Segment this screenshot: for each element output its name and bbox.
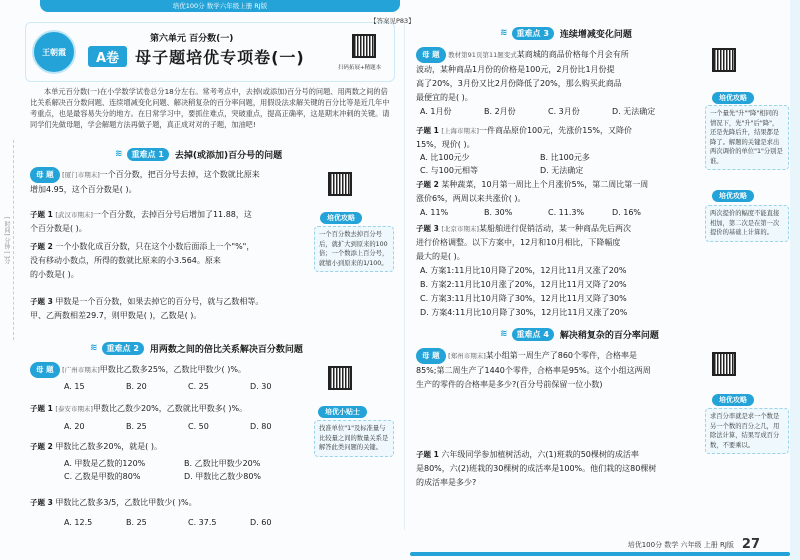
tip-1-box: 一个百分数去掉百分号后，就扩大到原来的100倍；一个数添上百分号，就缩小到原来的1/100。 bbox=[314, 226, 394, 272]
tip-4-heading: 培优攻略 bbox=[712, 394, 754, 406]
s1-child-3: 子题 3 甲数是一个百分数，如果去掉它的百分号，就与乙数相等。 甲、乙两数相差29.7，则甲数是( )，乙数是( )。 bbox=[30, 297, 264, 320]
qr-code-icon[interactable] bbox=[352, 34, 376, 58]
s3-child-2-options: A. 11% B. 30% C. 11.3% D. 16% bbox=[420, 208, 642, 217]
intro-paragraph: 本单元百分数(一)在小学数学试卷总分18分左右。常考考点中，去掉(或添加)百分号的问题、用两数之间的倍比关系解决百分数问题、连续增减变化问题、解决稍复杂的百分率问题，用假设法求解关键的百分比等是近几年中考重点，也是最容易失分的地方。在日常学习中，要抓住难点，突破重点，提高正确率，这是期末冲刺的关键。请同学们先做母题，学会解题方法再做子题，真正成对对的子题，加油吧! bbox=[30, 87, 390, 129]
unit-title: 第六单元 百分数(一) bbox=[150, 34, 234, 44]
page-title: 母子题培优专项卷(一) bbox=[135, 47, 305, 67]
s2-child-1: 子题 1 [泰安市期末]甲数比乙数少20%，乙数就比甲数多( )%。 bbox=[30, 404, 248, 413]
s3-mother-question: 母 题 教材第91页第11题变式某商城的商品价格每个月会有所 波动，某种商品1月份的价格是100元，2月份比1月份提 高了20%，3月份又比2月份降低了20%，那么购买此商品 最便宜的是( )。 bbox=[416, 47, 696, 105]
top-banner: 培优100分 数学六年级上册 RJ版 bbox=[40, 0, 400, 12]
s3-child-1: 子题 1 [上海市期末]一件商品原价100元，先涨价15%，又降价 15%，现价( )。 bbox=[416, 126, 633, 149]
brand-logo: 王朝霞 bbox=[32, 30, 76, 74]
section-3-title: 连续增减变化问题 bbox=[559, 29, 632, 40]
column-divider bbox=[404, 20, 405, 530]
tip-2-box: 找准单位"1"及标准量与比较量之间的数量关系是解答此类问题的关键。 bbox=[314, 420, 394, 457]
qr-code-icon[interactable] bbox=[328, 172, 352, 196]
s2-child-3-options: A. 12.5 B. 25 C. 37.5 D. 60 bbox=[64, 518, 272, 527]
tip-2-heading: 培优小贴士 bbox=[318, 406, 367, 418]
qr-code-icon[interactable] bbox=[712, 352, 736, 376]
page-footer bbox=[628, 537, 760, 552]
s3-child-3-options: A. 方案1:11月比10月降了20%，12月比11月又涨了20% B. 方案2:11月比10月涨了20%，12月比11月又降了20% C. 方案3:11月比10月降了30%，12月比11月又降了30% D. 方案4:11月比10月降了30%，12月比11月又涨了20% bbox=[420, 266, 628, 317]
tip-4-box: 求百分率就是求一个数是另一个数的百分之几，用除法计算，结果写成百分数，不要乘以。 bbox=[705, 408, 789, 454]
section-2-heading bbox=[90, 340, 303, 356]
s3-child-3: 子题 3 [北京市期末]某船舶进行促销活动，某一种商品先后两次 进行价格调整。以下方案中，12月和10月相比，下降幅度 最大的是( )。 bbox=[416, 224, 631, 261]
answer-tag: 【答案见P83】 bbox=[370, 17, 415, 25]
section-3-heading bbox=[500, 25, 632, 41]
s2-child-2: 子题 2 甲数比乙数多20%，就是( )。 bbox=[30, 442, 162, 451]
page-title-row bbox=[88, 45, 305, 67]
s2-child-1-options: A. 20 B. 25 C. 50 D. 80 bbox=[64, 422, 272, 431]
wave-icon: ≋ bbox=[115, 149, 123, 159]
section-2-label: 重难点 2 bbox=[102, 342, 144, 355]
qr-caption: 扫码拓展+精题本 bbox=[338, 65, 382, 71]
s2-mother-options: A. 15 B. 20 C. 25 D. 30 bbox=[64, 382, 272, 391]
section-4-label: 重难点 4 bbox=[512, 328, 554, 341]
mother-label: 母 题 bbox=[30, 167, 60, 183]
s2-child-2-options: A. 甲数是乙数的120% B. 乙数比甲数少20% C. 乙数是甲数的80% D. 甲数比乙数少80% bbox=[64, 459, 262, 481]
tip-3b-box: 两次提价的幅度不能直接相加，第二次是在第一次提价的基础上计算的。 bbox=[705, 205, 789, 242]
section-1-title: 去掉(或添加)百分号的问题 bbox=[174, 150, 283, 161]
wave-icon: ≋ bbox=[500, 28, 508, 38]
section-4-heading bbox=[500, 326, 659, 342]
tip-3-heading: 培优攻略 bbox=[712, 92, 754, 104]
footer-text: 培优100分 数学 六年级 上册 RJ版 bbox=[627, 540, 734, 549]
tip-3b-heading: 培优攻略 bbox=[712, 190, 754, 202]
left-edge-binding: [ 时间] 分钟 [ ]分 bbox=[0, 140, 14, 340]
tip-1-heading: 培优攻略 bbox=[320, 212, 362, 224]
tip-3-box: 一个量先"升""降"相同的情况下，先"升"后"降"，还是先降后升，结果都是降了。解题的关键是求出两次调价的单位"1"分别是谁。 bbox=[705, 105, 789, 170]
s1-child-2: 子题 2 一个小数化成百分数，只在这个小数后面添上一个"%"， 没有移动小数点，所得的数就比原来的小3.564。原来 的小数是( )。 bbox=[30, 242, 255, 279]
wave-icon: ≋ bbox=[90, 343, 98, 353]
qr-code-icon[interactable] bbox=[712, 48, 736, 72]
s4-child-1: 子题 1 六年级同学参加植树活动，六(1)班栽的50棵树的成活率 是80%，六(2)班栽的30棵树的成活率是100%。他们栽的这80棵树 的成活率是多少? bbox=[416, 450, 657, 487]
section-1-label: 重难点 1 bbox=[127, 148, 169, 161]
s3-child-1-options: A. 比100元少 B. 比100元多 C. 与100元相等 D. 无法确定 bbox=[420, 153, 590, 175]
section-1-heading bbox=[115, 146, 282, 162]
s3-child-2: 子题 2 某种蔬菜，10月第一周比上个月涨价5%，第二周比第一周 涨价6%，两周以来共涨价( )。 bbox=[416, 180, 649, 203]
qr-code-icon[interactable] bbox=[328, 366, 352, 390]
s1-mother-question: 母 题 [厦门市期末]一个百分数，把百分号去掉，这个数就比原来 增加4.95，这个百分数是( )。 bbox=[30, 167, 300, 197]
s2-mother-question: 母 题 [广州市期末]甲数比乙数多25%，乙数比甲数少( )%。 bbox=[30, 362, 300, 378]
wave-icon: ≋ bbox=[500, 329, 508, 339]
s2-child-3: 子题 3 甲数比乙数多3/5，乙数比甲数少( )%。 bbox=[30, 498, 197, 507]
s4-mother-question: 母 题 [郑州市期末]某小组第一周生产了860个零件，合格率是 85%;第二周生产了1440个零件，合格率是95%。这个小组这两周 生产的零件的合格率是多少?(百分号前保留一位小数) bbox=[416, 348, 706, 392]
paper-label: A卷 bbox=[88, 46, 127, 67]
section-4-title: 解决稍复杂的百分率问题 bbox=[559, 330, 659, 341]
s3-mother-options: A. 1月份 B. 2月份 C. 3月份 D. 无法确定 bbox=[420, 107, 656, 116]
section-2-title: 用两数之间的倍比关系解决百分数问题 bbox=[149, 344, 303, 355]
section-3-label: 重难点 3 bbox=[512, 27, 554, 40]
page-number: 27 bbox=[741, 537, 760, 552]
s1-child-1: 子题 1 [武汉市期末]一个百分数，去掉百分号后增加了11.88，这 个百分数是( )。 bbox=[30, 210, 252, 233]
footer-bar bbox=[410, 552, 790, 556]
right-edge-strip bbox=[790, 0, 800, 560]
